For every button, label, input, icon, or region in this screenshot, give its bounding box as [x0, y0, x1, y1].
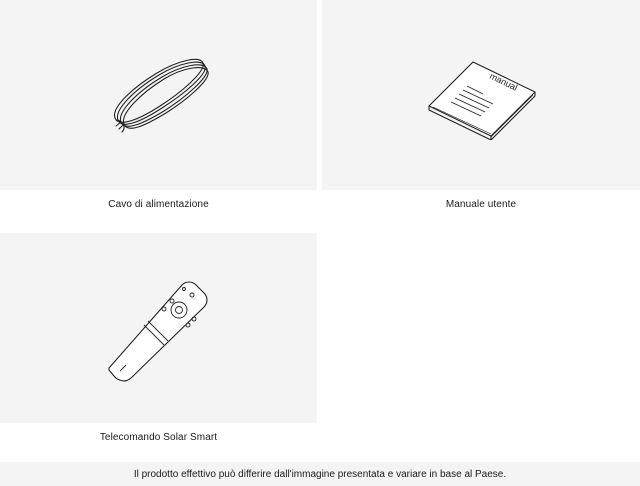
- item-image-tile: [322, 0, 640, 190]
- item-card-user-manual: [322, 0, 640, 190]
- item-image-tile: [0, 233, 317, 423]
- remote-control-icon: [104, 273, 214, 383]
- item-label-user-manual: Manuale utente: [445, 199, 517, 210]
- item-image-tile: [0, 0, 317, 190]
- disclaimer-text: Il prodotto effettivo può differire dall'immagine presentata e variare in base al Paese.: [133, 468, 507, 480]
- item-card-remote-control: [0, 233, 317, 423]
- manual-icon: [421, 50, 541, 140]
- manual-cover-text: manual: [488, 70, 520, 93]
- item-label-power-cable: Cavo di alimentazione: [108, 199, 209, 210]
- item-card-power-cable: [0, 0, 317, 190]
- power-cable-icon: [104, 50, 214, 140]
- disclaimer-bar: [0, 462, 640, 486]
- item-label-remote-control: Telecomando Solar Smart: [99, 432, 218, 443]
